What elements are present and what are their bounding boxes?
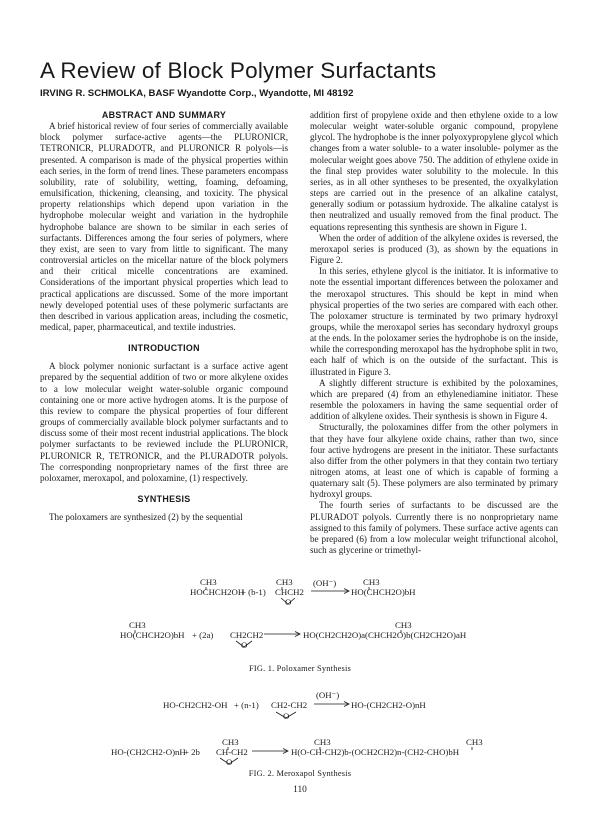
right-paragraph-2: When the order of addition of the alkylene oxides is reversed, the meroxapol series is produced (3), as shown by the equations in Figure 2. [310,232,558,266]
fig2-eq2-product: H(O-CH-CH2)b-(OCH2CH2)n-(CH2-CHO)bH [291,747,460,757]
right-paragraph-3: In this series, ethylene glycol is the initiator. It is informative to note the essential important differences between the poloxamer and the meroxapol structures. This should be kept in mind when physical properties of the two series are compared with each other. The poloxamer structure is terminated by two primary hydroxyl groups, while the meroxapol series has secondary hydroxyl groups at the ends. In the poloxamer series the hydrophobe is on the inside, while the corresponding meroxapol has the hydrophobe split in two, each half of which is on the outside of the surfactant. This is illustrated in Figure 3. [310,266,559,377]
fig2-eq1-product: HO-(CH2CH2-O)nH [351,700,426,710]
fig1-eq2-reactant-2: CH2CH2 [230,630,264,640]
introduction-text: A block polymer nonionic surfactant is a surface active agent prepared by the sequential addition of two or more alkylene oxides to a low molecular weight water-soluble organic compound containing one or more active hydrogen atoms. It is the purpose of this review to compare the physical properties of four different groups of commercially available block polymer surfactants and to discuss some of their most recent industrial applications. The block polymer surfactants to be reviewed include the PLURONICR, PLURONICR R, TETRONICR, and the PLURADOTR polyols. The corresponding nonproprietary names of the first three are poloxamer, meroxapol, and poloxamine, (1) respectively. [40,361,288,483]
figure-2-caption: FIG. 2. Meroxapol Synthesis [248,769,352,778]
abstract-heading: ABSTRACT AND SUMMARY [101,110,227,120]
fig2-eq2-methyl-3: CH3 [466,737,483,747]
fig2-eq1-plus: + (n-1) [234,700,259,710]
synthesis-text: The poloxamers are synthesized (2) by the sequential [49,512,243,523]
fig1-eq2-methyl-1: CH3 [129,620,146,630]
fig2-eq1-reactant-2: CH2-CH2 [271,700,308,710]
fig1-eq2-methyl-2: CH3 [395,620,412,630]
fig1-eq2-oxygen: O [241,640,248,650]
fig2-eq2-reactant-1: HO-(CH2CH2-O)nH [111,747,186,757]
fig2-eq2-methyl-1: CH3 [222,737,239,747]
fig2-eq1-reactant-1: HO-CH2CH2-OH [163,700,228,710]
fig1-eq1-methyl-2: CH3 [276,577,293,587]
fig2-eq1-catalyst: (OH⁻) [316,690,340,700]
abstract-text: A brief historical review of four series of commercially available block polymer surface-active agents—the PLURONICR, TETRONICR, PLURADOTR, and PLURONICR R polyols—is presented. A comparison is made of the physical properties within each series, in the form of trend lines. These parameters encompass solubility, rate of solubility, wetting, foaming, defoaming, emulsification, thickening, cleansing, and toxicity. The physical property relationships which depend upon variation in the hydrophobe molecular weight and variation in the hydrophile hydrophobe balance are shown to be similar in each series of surfactants. Differences among the four series of polymers, where they exist, are seen to vary from little to significant. The many controversial articles on the micellar nature of the block polymers and their critical micelle concentrations are examined. Considerations of the important physical properties which lead to practical applications are discussed. Some of the more important newly developed potential uses of these polymeric surfactants are then described in various application areas, including the cosmetic, medical, paper, pharmaceutical, and textile industries. [40,121,288,332]
figure-1-caption: FIG. 1. Poloxamer Synthesis [249,664,351,673]
fig1-eq1-reactant-1: HOCHCH2OH [190,587,245,597]
fig2-eq1-oxygen: O [283,711,290,721]
right-paragraph-4: A slightly different structure is exhibited by the poloxamines, which are prepared (4) from an ethylenediamine initiator. These resemble the poloxamers in having the same sequential order of addition of alkylene oxides. Their synthesis is shown in Figure 4. [310,377,558,422]
introduction-heading: INTRODUCTION [128,343,200,354]
paper-title: A Review of Block Polymer Surfactants [40,58,437,83]
fig1-eq1-methyl-3: CH3 [363,577,380,587]
left-column [40,110,288,523]
fig1-eq1-methyl-1: CH3 [200,577,217,587]
fig2-eq2-methyl-2: CH3 [314,737,331,747]
fig1-eq2-reactant-1: HO(CHCH2O)bH [120,630,185,640]
fig1-eq1-product: HO(CHCH2O)bH [351,587,416,597]
author-line: IRVING R. SCHMOLKA, BASF Wyandotte Corp., Wyandotte, MI 48192 [40,88,354,99]
right-paragraph-1: addition first of propylene oxide and then ethylene oxide to a low molecular weight water-soluble organic compound, propylene glycol. The hydrophobe is the inner polyoxypropylene glycol which changes from a water soluble- to a water insoluble- polymer as the molecular weight goes above 750. The addition of ethylene oxide in the final step provides water solubility to the molecule. In this series, as in all other syntheses to be presented, the oxyalkylation steps are carried out in the presence of an alkaline catalyst, generally sodium or potassium hydroxide. The alkaline catalyst is then neutralized and usually removed from the final product. The equations representing this synthesis are shown in Figure 1. [310,110,558,232]
fig2-eq2-reactant-2: CH-CH2 [216,747,248,757]
fig2-eq2-plus: + 2b [184,747,200,757]
fig1-eq1-catalyst: (OH⁻) [313,578,337,588]
synthesis-heading: SYNTHESIS [137,494,191,504]
fig1-eq1-reactant-2: CHCH2 [275,587,304,597]
fig1-eq2-plus: + (2a) [192,630,214,640]
fig1-eq2-product: HO(CH2CH2O)a(CHCH2O)b(CH2CH2O)aH [303,630,467,640]
right-paragraph-5: Structurally, the poloxamines differ from the other polymers in that they have four alkylene oxide chains, rather than two, since four active hydrogens are present in the initiator. These surfactants also differ from the other polymers in that they contain two tertiary nitrogen atoms, at least one of which is capable of forming a quaternary salt (5). These polymers are also terminated by primary hydroxyl groups. [310,422,558,500]
right-paragraph-6: The fourth series of surfactants to be discussed are the PLURADOT polyols. Currently there is no nonproprietary name assigned to this family of polymers. These surface active agents can be prepared (6) from a low molecular weight trifunctional alcohol, such as glycerine or trimethyl- [310,500,558,556]
fig2-eq2-oxygen: O [226,757,233,767]
fig1-eq1-oxygen: O [285,597,292,607]
page-number: 110 [293,785,307,795]
right-column [310,110,558,556]
fig1-eq1-plus: + (b-1) [241,587,266,597]
